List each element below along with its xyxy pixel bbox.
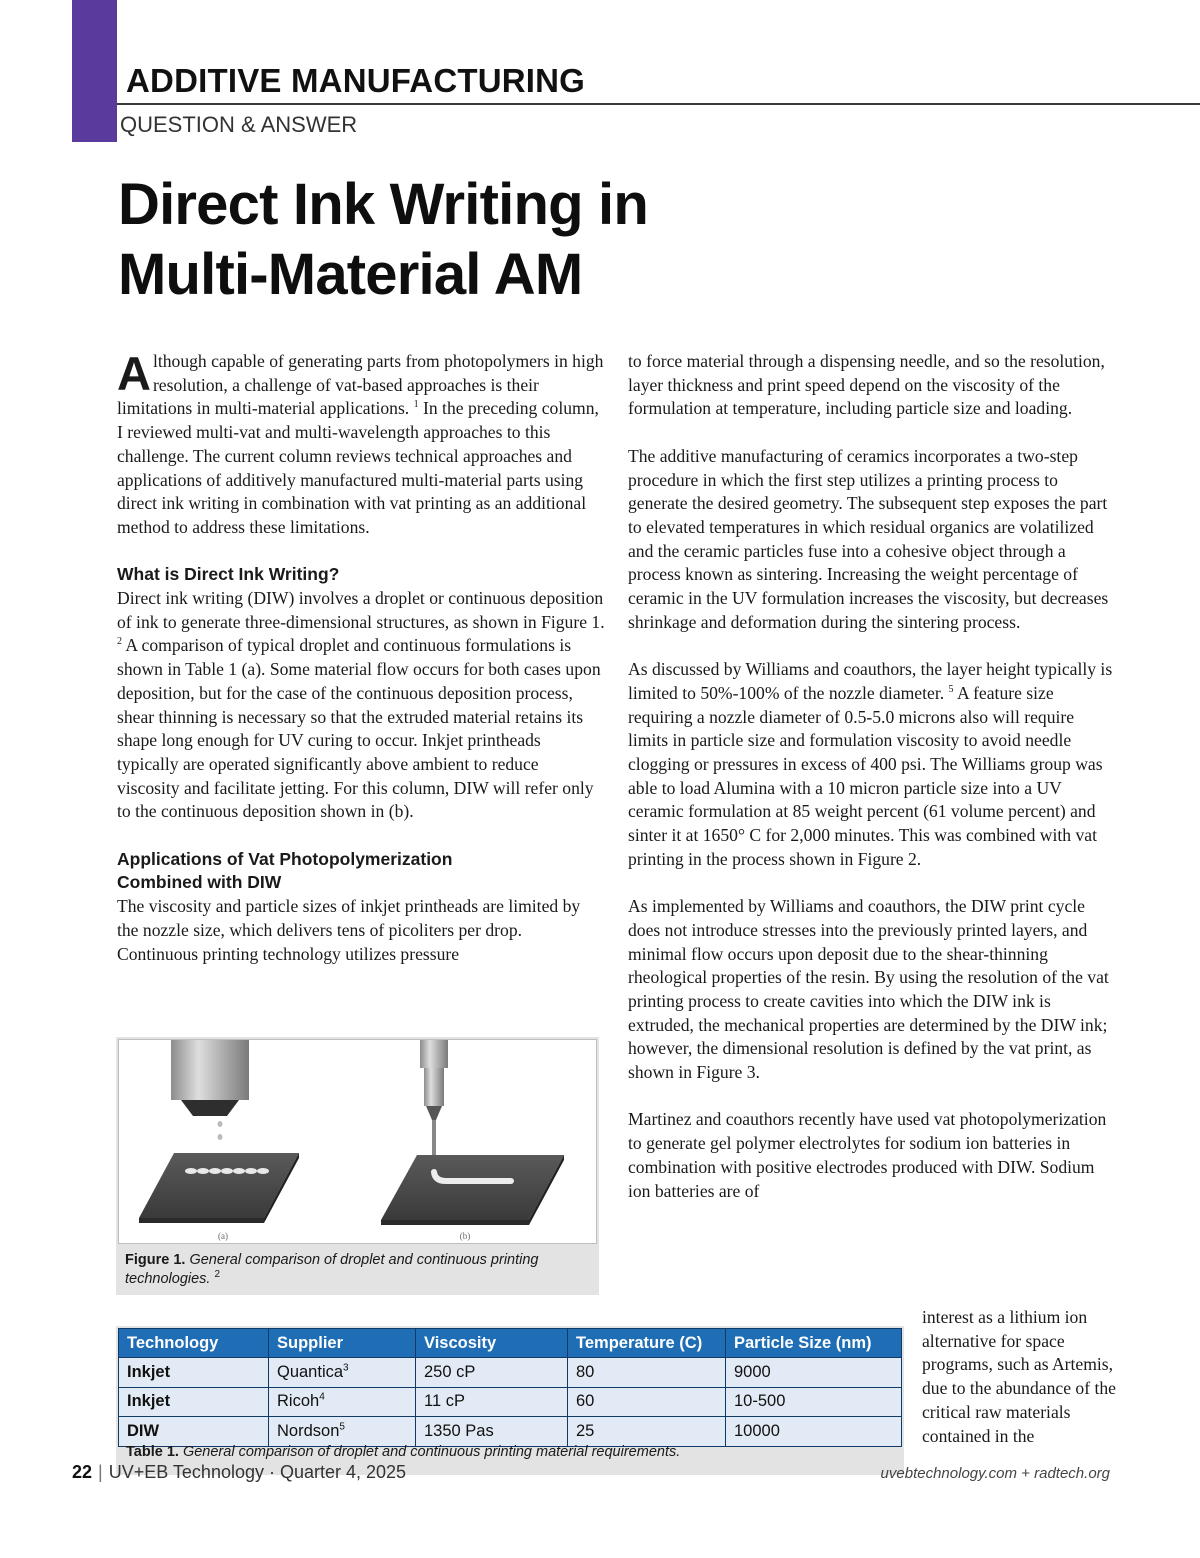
figure-1 bbox=[116, 1037, 599, 1295]
footnote-ref: 5 bbox=[339, 1421, 345, 1433]
paragraph-diw-b: A comparison of typical droplet and continuous formulations is shown in Table 1 (a). Some material flow occurs for both cases upon deposition, but for the case of the continuous deposition process, shear thinning is necessary so that the extruded material retains its shape long enough for UV curing to occur. Inkjet printheads typically are operated significantly above ambient to reduce viscosity and facilitate jetting. For this column, DIW will refer only to the continuous deposition shown in (b). bbox=[117, 635, 601, 822]
footnote-ref: 5 bbox=[948, 683, 954, 695]
footer-publication bbox=[72, 1462, 406, 1483]
header-rule bbox=[117, 103, 1200, 105]
column-header-temperature: Temperature (C) bbox=[568, 1329, 726, 1358]
heading-applications bbox=[117, 848, 605, 895]
supplier-name: Quantica bbox=[277, 1362, 344, 1381]
section-title: ADDITIVE MANUFACTURING bbox=[126, 62, 586, 99]
intro-text-b: In the preceding column, I reviewed multi-vat and multi-wavelength approaches to this challenge. The current column reviews technical approaches and applications of additively manufactured multi-material parts using direct ink writing in combination with vat printing as an additional method to address these limitations. bbox=[117, 398, 599, 537]
cell-technology: Inkjet bbox=[119, 1358, 269, 1388]
paragraph-r3-a: As discussed by Williams and coauthors, the layer height typically is limited to 50%-100% of the nozzle diameter. bbox=[628, 659, 1113, 703]
cell-particle-size: 9000 bbox=[726, 1358, 902, 1388]
drop-cap: A bbox=[117, 347, 151, 400]
paragraph-diw-a: Direct ink writing (DIW) involves a droplet or continuous deposition of ink to generate three-dimensional structures, as shown in Figure 1. bbox=[117, 588, 605, 632]
section-diw bbox=[117, 563, 605, 824]
footnote-ref: 4 bbox=[319, 1391, 325, 1403]
page-number: 22 bbox=[72, 1462, 93, 1482]
table-1-label: Table 1. bbox=[126, 1444, 179, 1460]
figure-1-image bbox=[118, 1039, 597, 1244]
table-1 bbox=[116, 1326, 904, 1475]
paragraph-r2: The additive manufacturing of ceramics incorporates a two-step procedure in which the first step utilizes a printing process to generate the desired geometry. The subsequent step exposes the part to elevated temperatures in which residual organics are volatilized and the ceramic particles fuse into a cohesive object through a process known as sintering. Increasing the weight percentage of ceramic in the UV formulation increases the viscosity, but decreases shrinkage and deformation during the sintering process. bbox=[628, 445, 1109, 632]
figure-1-caption-text: General comparison of droplet and continuous printing technologies. bbox=[125, 1252, 539, 1287]
footer-separator: | bbox=[98, 1462, 103, 1482]
substrate-a bbox=[139, 1153, 299, 1218]
paragraph-r3 bbox=[628, 658, 1118, 871]
heading-applications-line1: Applications of Vat Photopolymerization bbox=[117, 848, 453, 869]
table-1-grid bbox=[118, 1328, 902, 1447]
intro-text-a: lthough capable of generating parts from photopolymers in high resolution, a challenge of vat-based approaches is their limitations in multi-material applications. bbox=[117, 351, 604, 419]
cell-technology: DIW bbox=[119, 1417, 269, 1447]
paragraph-applications: The viscosity and particle sizes of inkjet printheads are limited by the nozzle size, which delivers tens of picoliters per drop. Continuous printing technology utilizes pressure bbox=[117, 896, 581, 964]
cell-viscosity: 11 cP bbox=[416, 1387, 568, 1417]
table-1-caption bbox=[126, 1444, 680, 1460]
article-title-line2: Multi-Material AM bbox=[118, 242, 583, 307]
figure-1-label: Figure 1. bbox=[125, 1252, 186, 1268]
cell-temperature: 60 bbox=[568, 1387, 726, 1417]
ink-droplet bbox=[218, 1121, 223, 1127]
dispensing-syringe bbox=[420, 1040, 448, 1068]
column-header-particle-size: Particle Size (nm) bbox=[726, 1329, 902, 1358]
cell-supplier bbox=[269, 1387, 416, 1417]
cell-particle-size: 10-500 bbox=[726, 1387, 902, 1417]
supplier-name: Ricoh bbox=[277, 1392, 320, 1411]
cell-supplier bbox=[269, 1417, 416, 1447]
table-row bbox=[119, 1387, 902, 1417]
inkjet-nozzle bbox=[181, 1100, 239, 1116]
cell-technology: Inkjet bbox=[119, 1387, 269, 1417]
publication-name: UV+EB Technology · Quarter 4, 2025 bbox=[108, 1462, 407, 1482]
table-row bbox=[119, 1358, 902, 1388]
figure-1-caption bbox=[125, 1251, 593, 1289]
header-accent-bar bbox=[72, 0, 117, 142]
left-column bbox=[117, 347, 605, 966]
printing-illustration bbox=[119, 1040, 598, 1245]
paragraph-r5: Martinez and coauthors recently have used vat photopolymerization to generate gel polymer electrolytes for sodium ion batteries in combination with positive electrodes produced with DIW. Sodium ion batteries are of bbox=[628, 1109, 1107, 1201]
cell-viscosity: 1350 Pas bbox=[416, 1417, 568, 1447]
table-header-row bbox=[119, 1329, 902, 1358]
column-header-supplier: Supplier bbox=[269, 1329, 416, 1358]
paragraph-r4: As implemented by Williams and coauthors, the DIW print cycle does not introduce stresses into the previously printed layers, and minimal flow occurs upon deposit due to the shear-thinning rheological properties of the resin. By using the resolution of the vat printing process to create cavities into which the DIW ink is extruded, the mechanical properties are determined by the DIW ink; however, the dimensional resolution is defined by the vat print, as shown in Figure 3. bbox=[628, 896, 1109, 1083]
paragraph-r3-b: A feature size requiring a nozzle diameter of 0.5-5.0 microns also will require limits in particle size and formulation viscosity to avoid needle clogging or pressures in excess of 400 psi. The Williams group was able to load Alumina with a 10 micron particle size into a UV ceramic formulation at 85 weight percent (61 volume percent) and sinter it at 1650° C for 2,000 minutes. This was combined with vat printing in the process shown in Figure 2. bbox=[628, 682, 1103, 869]
supplier-name: Nordson bbox=[277, 1421, 340, 1440]
cell-supplier bbox=[269, 1358, 416, 1388]
article-title-line1: Direct Ink Writing in bbox=[118, 172, 648, 237]
section-applications bbox=[117, 848, 605, 967]
panel-label-a: (a) bbox=[218, 1231, 228, 1241]
heading-applications-line2: Combined with DIW bbox=[117, 872, 282, 893]
intro-paragraph bbox=[117, 347, 605, 540]
ink-droplet bbox=[218, 1134, 223, 1140]
table-row bbox=[119, 1417, 902, 1447]
cell-particle-size: 10000 bbox=[726, 1417, 902, 1447]
panel-label-b: (b) bbox=[459, 1231, 471, 1241]
cell-temperature: 80 bbox=[568, 1358, 726, 1388]
cell-temperature: 25 bbox=[568, 1417, 726, 1447]
table-1-caption-text: General comparison of droplet and continuous printing material requirements. bbox=[182, 1444, 681, 1460]
section-subtitle: QUESTION & ANSWER bbox=[120, 112, 358, 137]
column-header-technology: Technology bbox=[119, 1329, 269, 1358]
heading-what-is-diw: What is Direct Ink Writing? bbox=[117, 564, 340, 585]
cell-viscosity: 250 cP bbox=[416, 1358, 568, 1388]
footnote-ref: 1 bbox=[413, 399, 419, 411]
footnote-ref: 2 bbox=[214, 1269, 221, 1281]
footnote-ref: 2 bbox=[117, 636, 122, 648]
article-title bbox=[118, 170, 818, 310]
column-header-viscosity: Viscosity bbox=[416, 1329, 568, 1358]
paragraph-r1: to force material through a dispensing needle, and so the resolution, layer thickness and print speed depend on the viscosity of the formulation at temperature, including particle size and loading. bbox=[628, 351, 1105, 419]
inkjet-printhead bbox=[171, 1040, 249, 1100]
footer-sites[interactable]: uvebtechnology.com + radtech.org bbox=[880, 1465, 1110, 1482]
right-column bbox=[628, 350, 1118, 1203]
paragraph-r6: interest as a lithium ion alternative for space programs, such as Artemis, due to the abundance of the critical raw materials contained in the bbox=[922, 1307, 1116, 1446]
footnote-ref: 3 bbox=[343, 1362, 349, 1374]
paragraph-diw bbox=[117, 587, 605, 824]
